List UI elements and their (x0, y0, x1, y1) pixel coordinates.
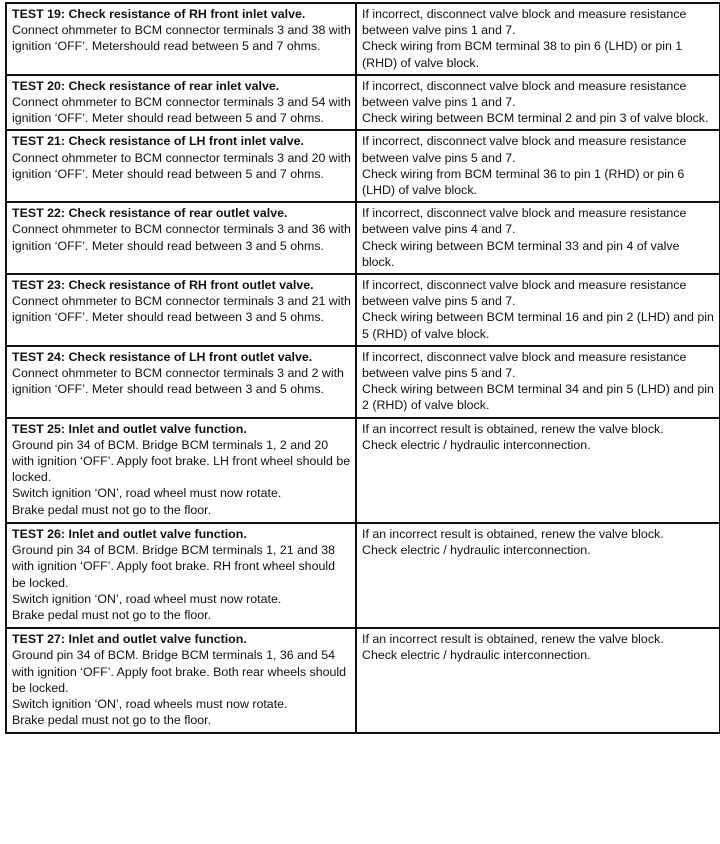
procedure-text: Brake pedal must not go to the floor. (12, 607, 212, 622)
test-table (5, 2, 720, 734)
action-text: Check wiring between BCM terminal 16 and pin 2 (LHD) and pin 5 (RHD) of valve block. (362, 310, 714, 341)
action-cell (356, 418, 720, 523)
procedure-cell (6, 628, 356, 733)
test-title: TEST 21: Check resistance of LH front inlet valve. (12, 134, 304, 149)
action-text: If incorrect, disconnect valve block and measure resistance between valve pins 4 and 7. (362, 206, 687, 237)
action-cell (356, 75, 720, 131)
table-row (6, 628, 720, 733)
test-title: TEST 26: Inlet and outlet valve function. (12, 526, 247, 541)
action-text: If incorrect, disconnect valve block and measure resistance between valve pins 5 and 7. (362, 349, 687, 381)
action-cell (356, 346, 720, 418)
action-text: If an incorrect result is obtained, renew the valve block. (362, 632, 664, 647)
action-cell (356, 274, 720, 346)
test-title: TEST 22: Check resistance of rear outlet valve. (12, 206, 288, 221)
action-text: Check wiring from BCM terminal 36 to pin 1 (RHD) or pin 6 (LHD) of valve block. (362, 166, 685, 198)
test-title: TEST 27: Inlet and outlet valve function. (12, 632, 247, 647)
action-text: Check wiring between BCM terminal 34 and pin 5 (LHD) and pin 2 (RHD) of valve block. (362, 382, 714, 413)
action-cell (356, 130, 720, 202)
action-text: Check wiring between BCM terminal 2 and pin 3 of valve block. (362, 111, 709, 126)
procedure-cell (6, 130, 356, 202)
procedure-text: Connect ohmmeter to BCM connector terminals 3 and 20 with ignition ‘OFF’. Meter should read between 5 and 7 ohms. (12, 150, 351, 181)
table-row (6, 130, 720, 202)
test-title: TEST 23: Check resistance of RH front outlet valve. (12, 278, 314, 293)
procedure-text: Connect ohmmeter to BCM connector terminals 3 and 36 with ignition ‘OFF’. Meter should read between 3 and 5 ohms. (12, 222, 351, 253)
table-row (6, 523, 720, 628)
action-text: If an incorrect result is obtained, renew the valve block. (362, 526, 664, 541)
procedure-text: Ground pin 34 of BCM. Bridge BCM terminals 1, 2 and 20 with ignition ‘OFF’. Apply foot brake. LH front wheel should be locked. (12, 437, 351, 485)
action-cell (356, 202, 720, 274)
test-title: TEST 25: Inlet and outlet valve function. (12, 421, 247, 436)
procedure-text: Connect ohmmeter to BCM connector terminals 3 and 54 with ignition ‘OFF’. Meter should read between 5 and 7 ohms. (12, 95, 351, 126)
test-title: TEST 20: Check resistance of rear inlet valve. (12, 78, 280, 93)
procedure-cell (6, 274, 356, 346)
procedure-text: Switch ignition ‘ON’, road wheel must now rotate. (12, 591, 282, 606)
action-text: If an incorrect result is obtained, renew the valve block. (362, 421, 664, 436)
action-text: If incorrect, disconnect valve block and measure resistance between valve pins 5 and 7. (362, 278, 687, 309)
action-cell (356, 3, 720, 75)
procedure-cell (6, 523, 356, 628)
action-text: Check electric / hydraulic interconnection. (362, 648, 591, 663)
table-row (6, 274, 720, 346)
procedure-text: Ground pin 34 of BCM. Bridge BCM terminals 1, 36 and 54 with ignition ‘OFF’. Apply foot brake. Both rear wheels should be locked. (12, 648, 347, 695)
procedure-text: Connect ohmmeter to BCM connector terminals 3 and 2 with ignition ‘OFF’. Meter should read between 3 and 5 ohms. (12, 366, 344, 397)
procedure-text: Connect ohmmeter to BCM connector terminals 3 and 21 with ignition ‘OFF’. Meter should read between 3 and 5 ohms. (12, 294, 351, 325)
procedure-cell (6, 75, 356, 131)
action-text: Check wiring between BCM terminal 33 and pin 4 of valve block. (362, 238, 680, 269)
table-row (6, 3, 720, 75)
procedure-text: Brake pedal must not go to the floor. (12, 502, 212, 517)
procedure-text: Ground pin 34 of BCM. Bridge BCM terminals 1, 21 and 38 with ignition ‘OFF’. Apply foot brake. RH front wheel should be locked. (12, 543, 336, 590)
action-text: Check wiring from BCM terminal 38 to pin 6 (LHD) or pin 1 (RHD) of valve block. (362, 39, 683, 70)
action-text: Check electric / hydraulic interconnection. (362, 543, 591, 558)
table-row (6, 75, 720, 131)
procedure-cell (6, 418, 356, 523)
procedure-text: Connect ohmmeter to BCM connector terminals 3 and 38 with ignition ‘OFF’. Metershould read between 5 and 7 ohms. (12, 23, 351, 54)
test-title: TEST 19: Check resistance of RH front inlet valve. (12, 7, 306, 21)
action-text: If incorrect, disconnect valve block and measure resistance between valve pins 5 and 7. (362, 134, 687, 165)
test-title: TEST 24: Check resistance of LH front outlet valve. (12, 349, 313, 364)
action-text: If incorrect, disconnect valve block and measure resistance between valve pins 1 and 7. (362, 78, 687, 110)
table-row (6, 346, 720, 418)
procedure-text: Switch ignition ‘ON’, road wheels must now rotate. (12, 696, 288, 711)
procedure-text: Switch ignition ‘ON’, road wheel must now rotate. (12, 486, 282, 501)
procedure-text: Brake pedal must not go to the floor. (12, 713, 212, 728)
action-cell (356, 523, 720, 628)
action-cell (356, 628, 720, 733)
procedure-cell (6, 3, 356, 75)
table-row (6, 418, 720, 523)
procedure-cell (6, 346, 356, 418)
action-text: Check electric / hydraulic interconnection. (362, 437, 591, 452)
action-text: If incorrect, disconnect valve block and measure resistance between valve pins 1 and 7. (362, 7, 687, 38)
table-row (6, 202, 720, 274)
procedure-cell (6, 202, 356, 274)
